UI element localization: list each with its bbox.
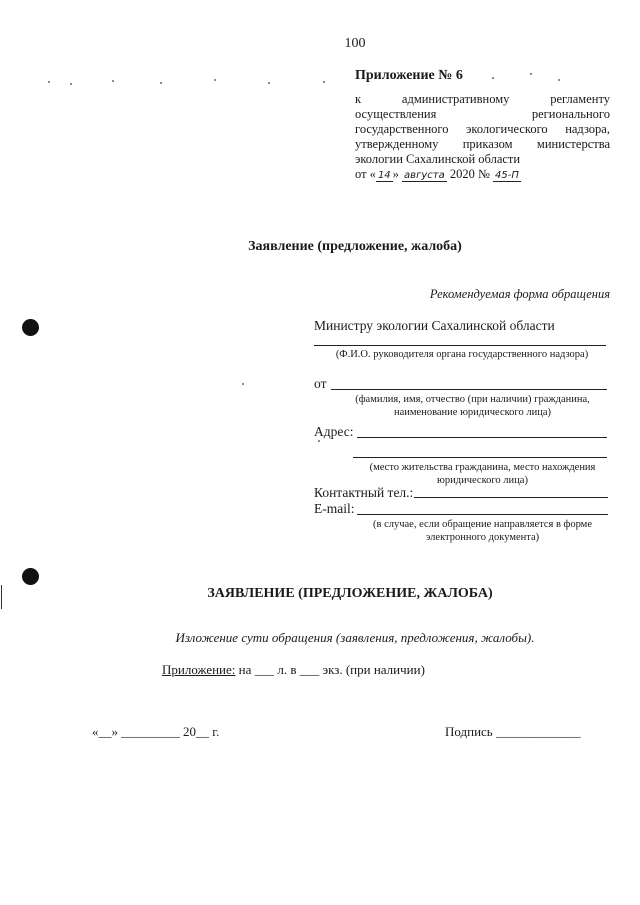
addressee-name-line [314,345,606,346]
addressee-hint: (Ф.И.О. руководителя органа государственного надзора) [335,349,589,360]
page-number: 100 [344,36,366,51]
from-line [331,389,607,390]
scan-speck [70,83,72,85]
punch-hole-mark [22,319,39,336]
handwritten-day: 14 [377,170,391,181]
phone-line [414,497,608,498]
main-title: ЗАЯВЛЕНИЕ (ПРЕДЛОЖЕНИЕ, ЖАЛОБА) [207,586,493,601]
scan-speck [558,79,560,81]
email-hint-2: электронного документа) [425,532,540,543]
address-hint-1: (место жительства гражданина, место нахождения [369,462,596,473]
scan-speck [492,77,494,79]
signature-line: Подпись _____________ [445,724,581,739]
scan-speck [268,82,270,84]
attachment-text: на ___ л. в ___ экз. (при наличии) [235,662,425,677]
addressee-to: Министру экологии Сахалинской области [314,318,555,333]
email-label: E-mail: [314,501,355,516]
approval-line-4: утвержденному приказом министерства [355,137,610,151]
email-hint-1: (в случае, если обращение направляется в форме [372,519,592,530]
email-line [357,514,608,515]
from-hint-1: (фамилия, имя, отчество (при наличии) гражданина, [355,394,590,405]
address-line-2 [353,457,607,458]
document-title: Заявление (предложение, жалоба) [248,239,462,254]
recommended-form-label: Рекомендуемая форма обращения [429,287,610,301]
approval-line-3: государственного экологического надзора, [355,122,610,136]
scan-speck [48,81,50,83]
date-line: «__» _________ 20__ г. [92,724,220,739]
approval-date: от « 14 » августа 2020 № 45-П [355,167,519,181]
address-label: Адрес: [314,424,354,439]
from-label: от [314,376,327,391]
scan-speck [318,440,320,442]
phone-label: Контактный тел.: [314,485,414,500]
appendix-title: Приложение № 6 [355,68,463,83]
scan-speck [530,73,532,75]
attachment-label: Приложение: [162,662,236,677]
address-line-1 [357,437,607,438]
scan-speck [112,80,114,82]
scan-speck [242,383,244,385]
scan-speck [160,82,162,84]
approval-line-5: экологии Сахалинской области [355,152,521,166]
scan-speck [214,79,216,81]
scan-speck [323,81,325,83]
punch-hole-mark [22,568,39,585]
essence-text: Изложение сути обращения (заявления, предложения, жалобы). [175,630,535,645]
attachment-line [162,662,425,678]
approval-line-1: к административному регламенту [355,92,610,106]
from-hint-2: наименование юридического лица) [394,407,551,418]
approval-line-2: осуществления регионального [355,107,610,121]
approval-block [355,92,610,183]
scan-edge-mark [1,585,2,609]
handwritten-number: 45-П [495,170,519,181]
address-hint-2: юридического лица) [437,475,528,486]
handwritten-month: августа [404,170,445,181]
